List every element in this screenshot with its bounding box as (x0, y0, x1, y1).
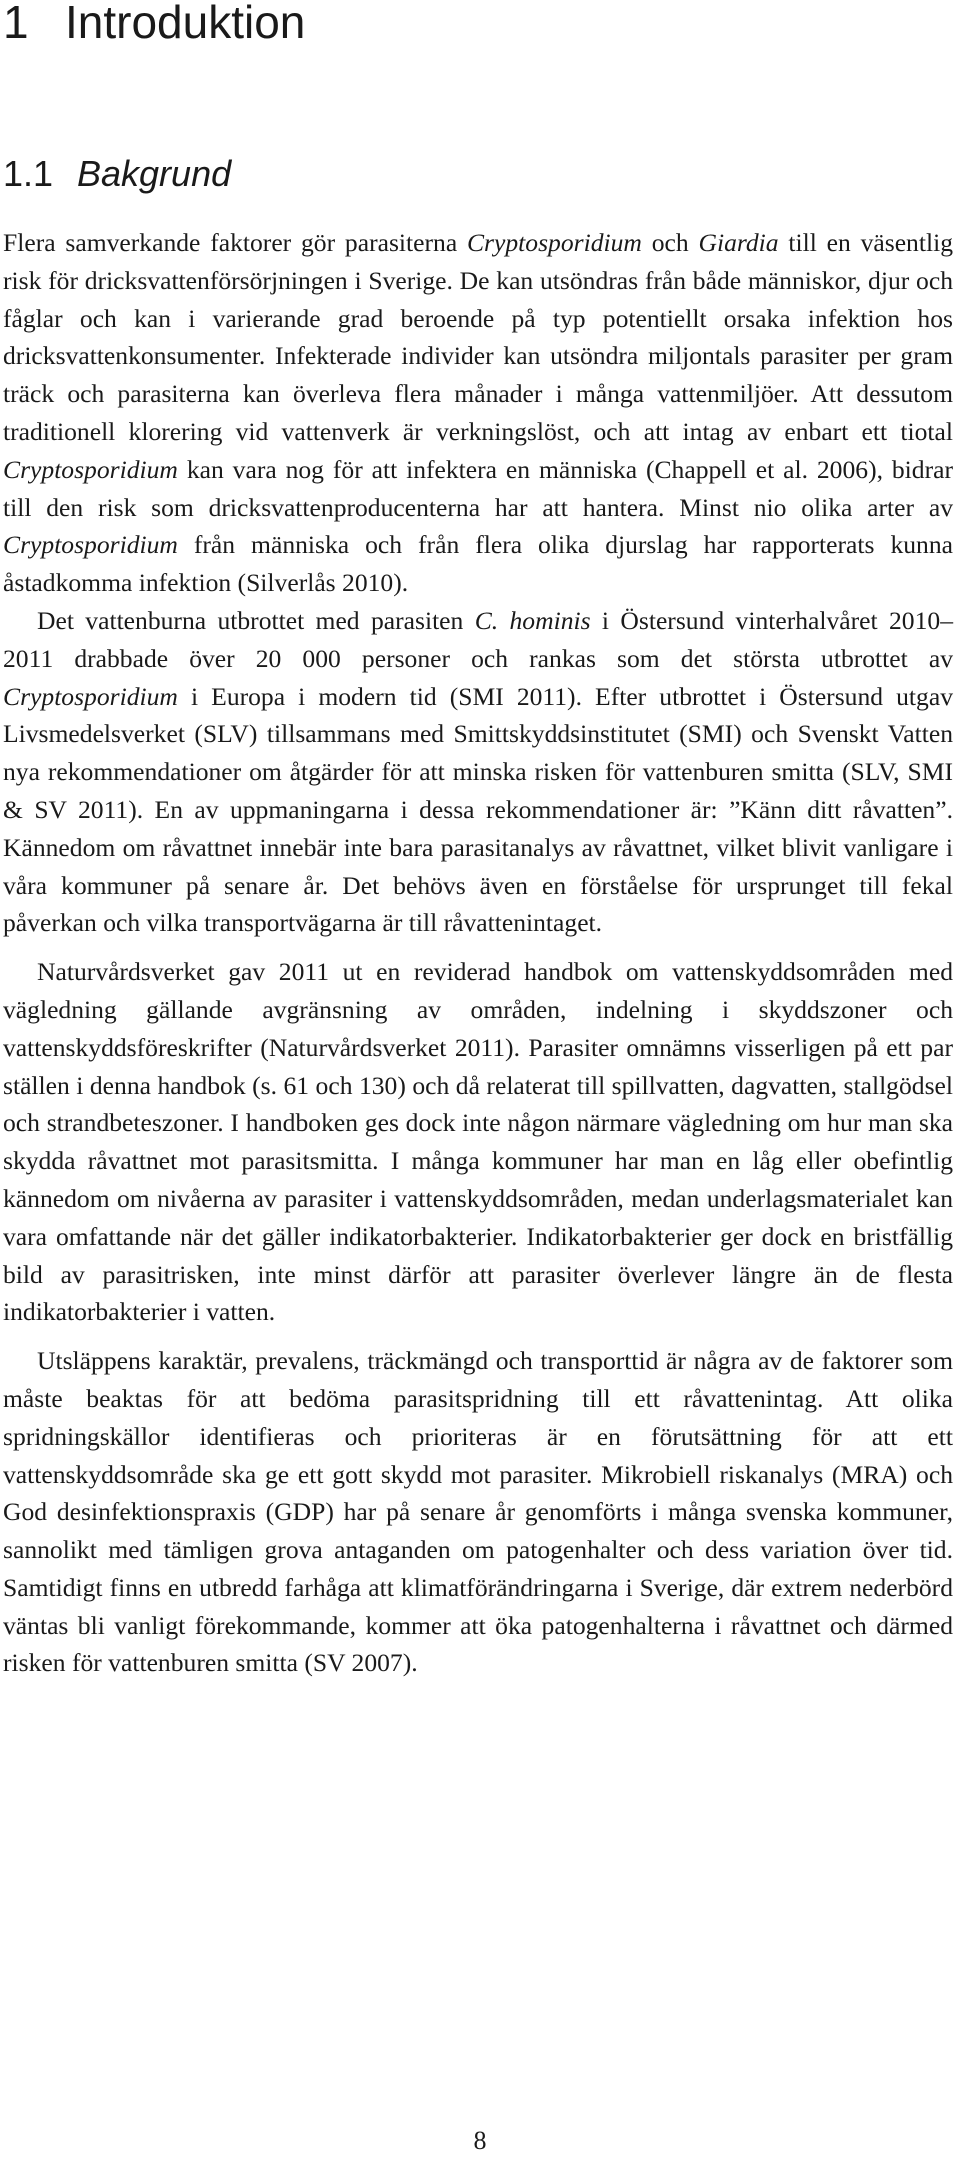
italic-term: Cryptosporidium (3, 454, 178, 484)
text-run: i Östersund vinterhalvåret 2010–2011 drabbade över 20 000 personer och rankas som det största utbrottet av (3, 605, 953, 673)
chapter-heading (3, 0, 305, 50)
section-heading (3, 152, 231, 196)
paragraph-4: Utsläppens karaktär, prevalens, träckmängd och transporttid är några av de faktorer som måste beaktas för att bedöma parasitspridning till ett råvattenintag. Att olika spridningskällor identifieras och prioriteras är en förutsättning för att ett vattenskyddsområde ska ge ett gott skydd mot parasiter. Mikrobiell riskanalys (MRA) och God desinfektionspraxis (GDP) har på senare år genomförts i många svenska kommuner, sannolikt med tämligen grova antaganden om patogenhalter och dess variation över tid. Samtidigt finns en utbredd farhåga att klimatförändringarna i Sverige, där extrem nederbörd väntas bli vanligt förekommande, kommer att öka patogenhalterna i råvattnet och därmed risken för vattenburen smitta (SV 2007). (3, 1346, 953, 1678)
text-run: från människa och från flera olika djurslag har rapporterats kunna åstadkomma infektion (Silverlås 2010). (3, 530, 953, 598)
italic-term: C. hominis (474, 605, 591, 635)
text-run: Flera samverkande faktorer gör parasiterna (3, 228, 467, 257)
paragraph-2 (3, 602, 953, 942)
paragraph-1 (3, 224, 953, 602)
text-run: kan vara nog för att infektera en människa (Chappell et al. 2006), bidrar till den risk som dricksvattenproducenterna har att hantera. Minst nio olika arter av (3, 454, 953, 522)
text-run: i Europa i modern tid (SMI 2011). Efter utbrottet i Östersund utgav Livsmedelsverket (SLV) tillsammans med Smittskyddsinstitutet (SMI) och Svenskt Vatten nya rekommendationer om åtgärder för att minska risken för vattenburen smitta (SLV, SMI & SV 2011). En av uppmaningarna i dessa rekommendationer är: ”Känn ditt råvatten”. Kännedom om råvattnet innebär inte bara parasitanalys av råvattnet, vilket blivit vanligare i våra kommuner på senare år. Det behövs även en förståelse för ursprunget till fekal påverkan och vilka transportvägarna är till råvattenintaget. (3, 681, 953, 938)
section-title: Bakgrund (77, 153, 232, 194)
italic-term: Cryptosporidium (3, 681, 178, 711)
body-text (3, 224, 953, 1682)
chapter-title: Introduktion (65, 0, 306, 48)
section-number: 1.1 (3, 153, 54, 194)
italic-term: Cryptosporidium (466, 228, 642, 257)
italic-term: Cryptosporidium (3, 530, 178, 560)
page-number: 8 (473, 2126, 487, 2155)
paragraph-3: Naturvårdsverket gav 2011 ut en reviderad handbok om vattenskyddsområden med vägledning gällande avgränsning av områden, indelning i skyddszoner och vattenskyddsföreskrifter (Naturvårdsverket 2011). Parasiter omnämns visserligen på ett par ställen i denna handbok (s. 61 och 130) och då relaterat till spillvatten, dagvatten, stallgödsel och strandbeteszoner. I handboken ges dock inte någon närmare vägledning om hur man ska skydda råvattnet mot parasitsmitta. I många kommuner har man en låg eller obefintlig kännedom om nivåerna av parasiter i vattenskyddsområden, medan underlagsmaterialet kan vara omfattande när det gäller indikatorbakterier. Indikatorbakterier ger dock en bristfällig bild av parasitrisken, inte minst därför att parasiter överlever längre än de flesta indikatorbakterier i vatten. (3, 957, 953, 1327)
italic-term: Giardia (698, 228, 779, 257)
text-run: till en väsentlig risk för dricksvattenförsörjningen i Sverige. De kan utsöndras från både människor, djur och fåglar och kan i varierande grad beroende på typ potentiellt orsaka infektion hos dricksvattenkonsumenter. Infekterade individer kan utsöndra miljontals parasiter per gram träck och parasiterna kan överleva flera månader i många vattenmiljöer. Att dessutom traditionell klorering vid vattenverk är verkningslöst, och att intag av enbart ett tiotal (3, 228, 953, 446)
chapter-number: 1 (3, 0, 29, 48)
text-run: och (641, 228, 699, 257)
text-run: Det vattenburna utbrottet med parasiten (37, 605, 475, 635)
